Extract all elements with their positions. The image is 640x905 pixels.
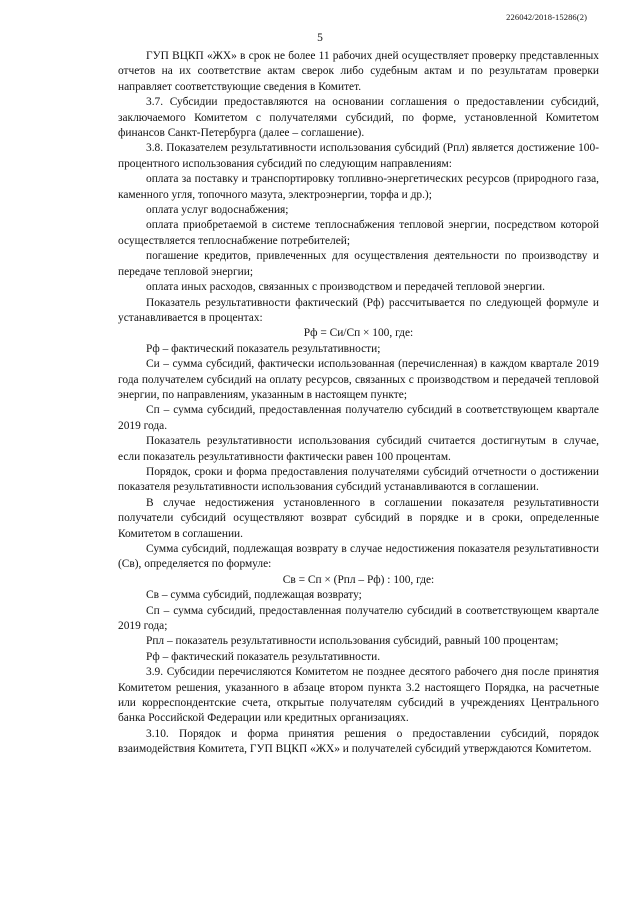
paragraph-achieved: Показатель результативности использования субсидий считается достигнутым в случае, если показатель результативности фактически равен 100 процентам. <box>118 435 599 463</box>
paragraph-3-8: 3.8. Показателем результативности использования субсидий (Рпл) является достижение 100-процентного использования субсидий по следующим направлениям: <box>118 142 599 170</box>
definition-rpl: Рпл – показатель результативности использования субсидий, равный 100 процентам; <box>146 635 559 648</box>
formula-sv: Св = Сп × (Рпл – Рф) : 100, где: <box>282 573 435 586</box>
list-item-other: оплата иных расходов, связанных с производством и передачей тепловой энергии. <box>146 281 545 294</box>
page-number: 5 <box>317 32 323 44</box>
paragraph-3-10: 3.10. Порядок и форма принятия решения о предоставлении субсидий, порядок взаимодействия Комитета, ГУП ВЦКП «ЖХ» и получателей субсидий утверждаются Комитетом. <box>118 727 599 756</box>
list-item-fuel: оплата за поставку и транспортировку топливно-энергетических ресурсов (природного газа, каменного угля, топочного мазута, электроэнергии, торфа и др.); <box>118 173 599 201</box>
paragraph-3-7: 3.7. Субсидии предоставляются на основании соглашения о предоставлении субсидий, заключаемого Комитетом с получателями субсидий, по форме, установленной Комитетом финансов Санкт-Петербурга (далее – соглашение). <box>118 96 599 140</box>
paragraph-reporting: Порядок, сроки и форма предоставления получателями субсидий отчетности о достижении показателя результативности использования субсидий устанавливаются в соглашении. <box>118 465 599 494</box>
list-item-water: оплата услуг водоснабжения; <box>146 204 289 217</box>
document-body <box>118 49 599 758</box>
paragraph-3-9: 3.9. Субсидии перечисляются Комитетом не позднее десятого рабочего дня после принятия Комитетом решения, указанного в абзаце втором пункта 3.2 настоящего Порядка, на расчетные или корреспондентские счета, открытые получателям субсидий в учреждениях Центрального банка Российской Федерации или кредитных организациях. <box>118 666 599 725</box>
paragraph-refund: В случае недостижения установленного в соглашении показателя результативности получатели субсидий осуществляют возврат субсидий в порядке и в сроки, определенные Комитетом в соглашении. <box>118 496 599 540</box>
paragraph-verification: ГУП ВЦКП «ЖХ» в срок не более 11 рабочих дней осуществляет проверку представленных отчетов на их соответствие актам сверок либо судебным актам и по результатам проверки направляет соответствующие сведения в Комитет. <box>118 50 599 93</box>
formula-rf: Рф = Си/Сп × 100, где: <box>303 327 414 340</box>
definition-rf: Рф – фактический показатель результативности; <box>146 342 381 355</box>
list-item-credits: погашение кредитов, привлеченных для осуществления деятельности по производству и передаче тепловой энергии; <box>118 250 599 278</box>
definition-sp-2: Сп – сумма субсидий, предоставленная получателю субсидий в соответствующем квартале 2019 года; <box>118 604 599 633</box>
document-code: 226042/2018-15286(2) <box>506 12 587 22</box>
definition-sp: Сп – сумма субсидий, предоставленная получателю субсидий в соответствующем квартале 2019 года. <box>118 404 599 432</box>
list-item-heat: оплата приобретаемой в системе теплоснабжения тепловой энергии, посредством которой осуществляется теплоснабжение потребителей; <box>118 219 599 247</box>
definition-rf-2: Рф – фактический показатель результативности. <box>146 650 381 663</box>
definition-si: Си – сумма субсидий, фактически использованная (перечисленная) в каждом квартале 2019 года получателем субсидий на оплату ресурсов, связанных с производством и передачей тепловой энергии, по направлениям, указанным в настоящем пункте; <box>118 358 599 401</box>
paragraph-refund-formula-intro: Сумма субсидий, подлежащая возврату в случае недостижения показателя результативности (Св), определяется по формуле: <box>118 543 599 571</box>
paragraph-actual-indicator: Показатель результативности фактический (Рф) рассчитывается по следующей формуле и устанавливается в процентах: <box>118 296 599 324</box>
definition-sv: Св – сумма субсидий, подлежащая возврату; <box>146 589 362 602</box>
